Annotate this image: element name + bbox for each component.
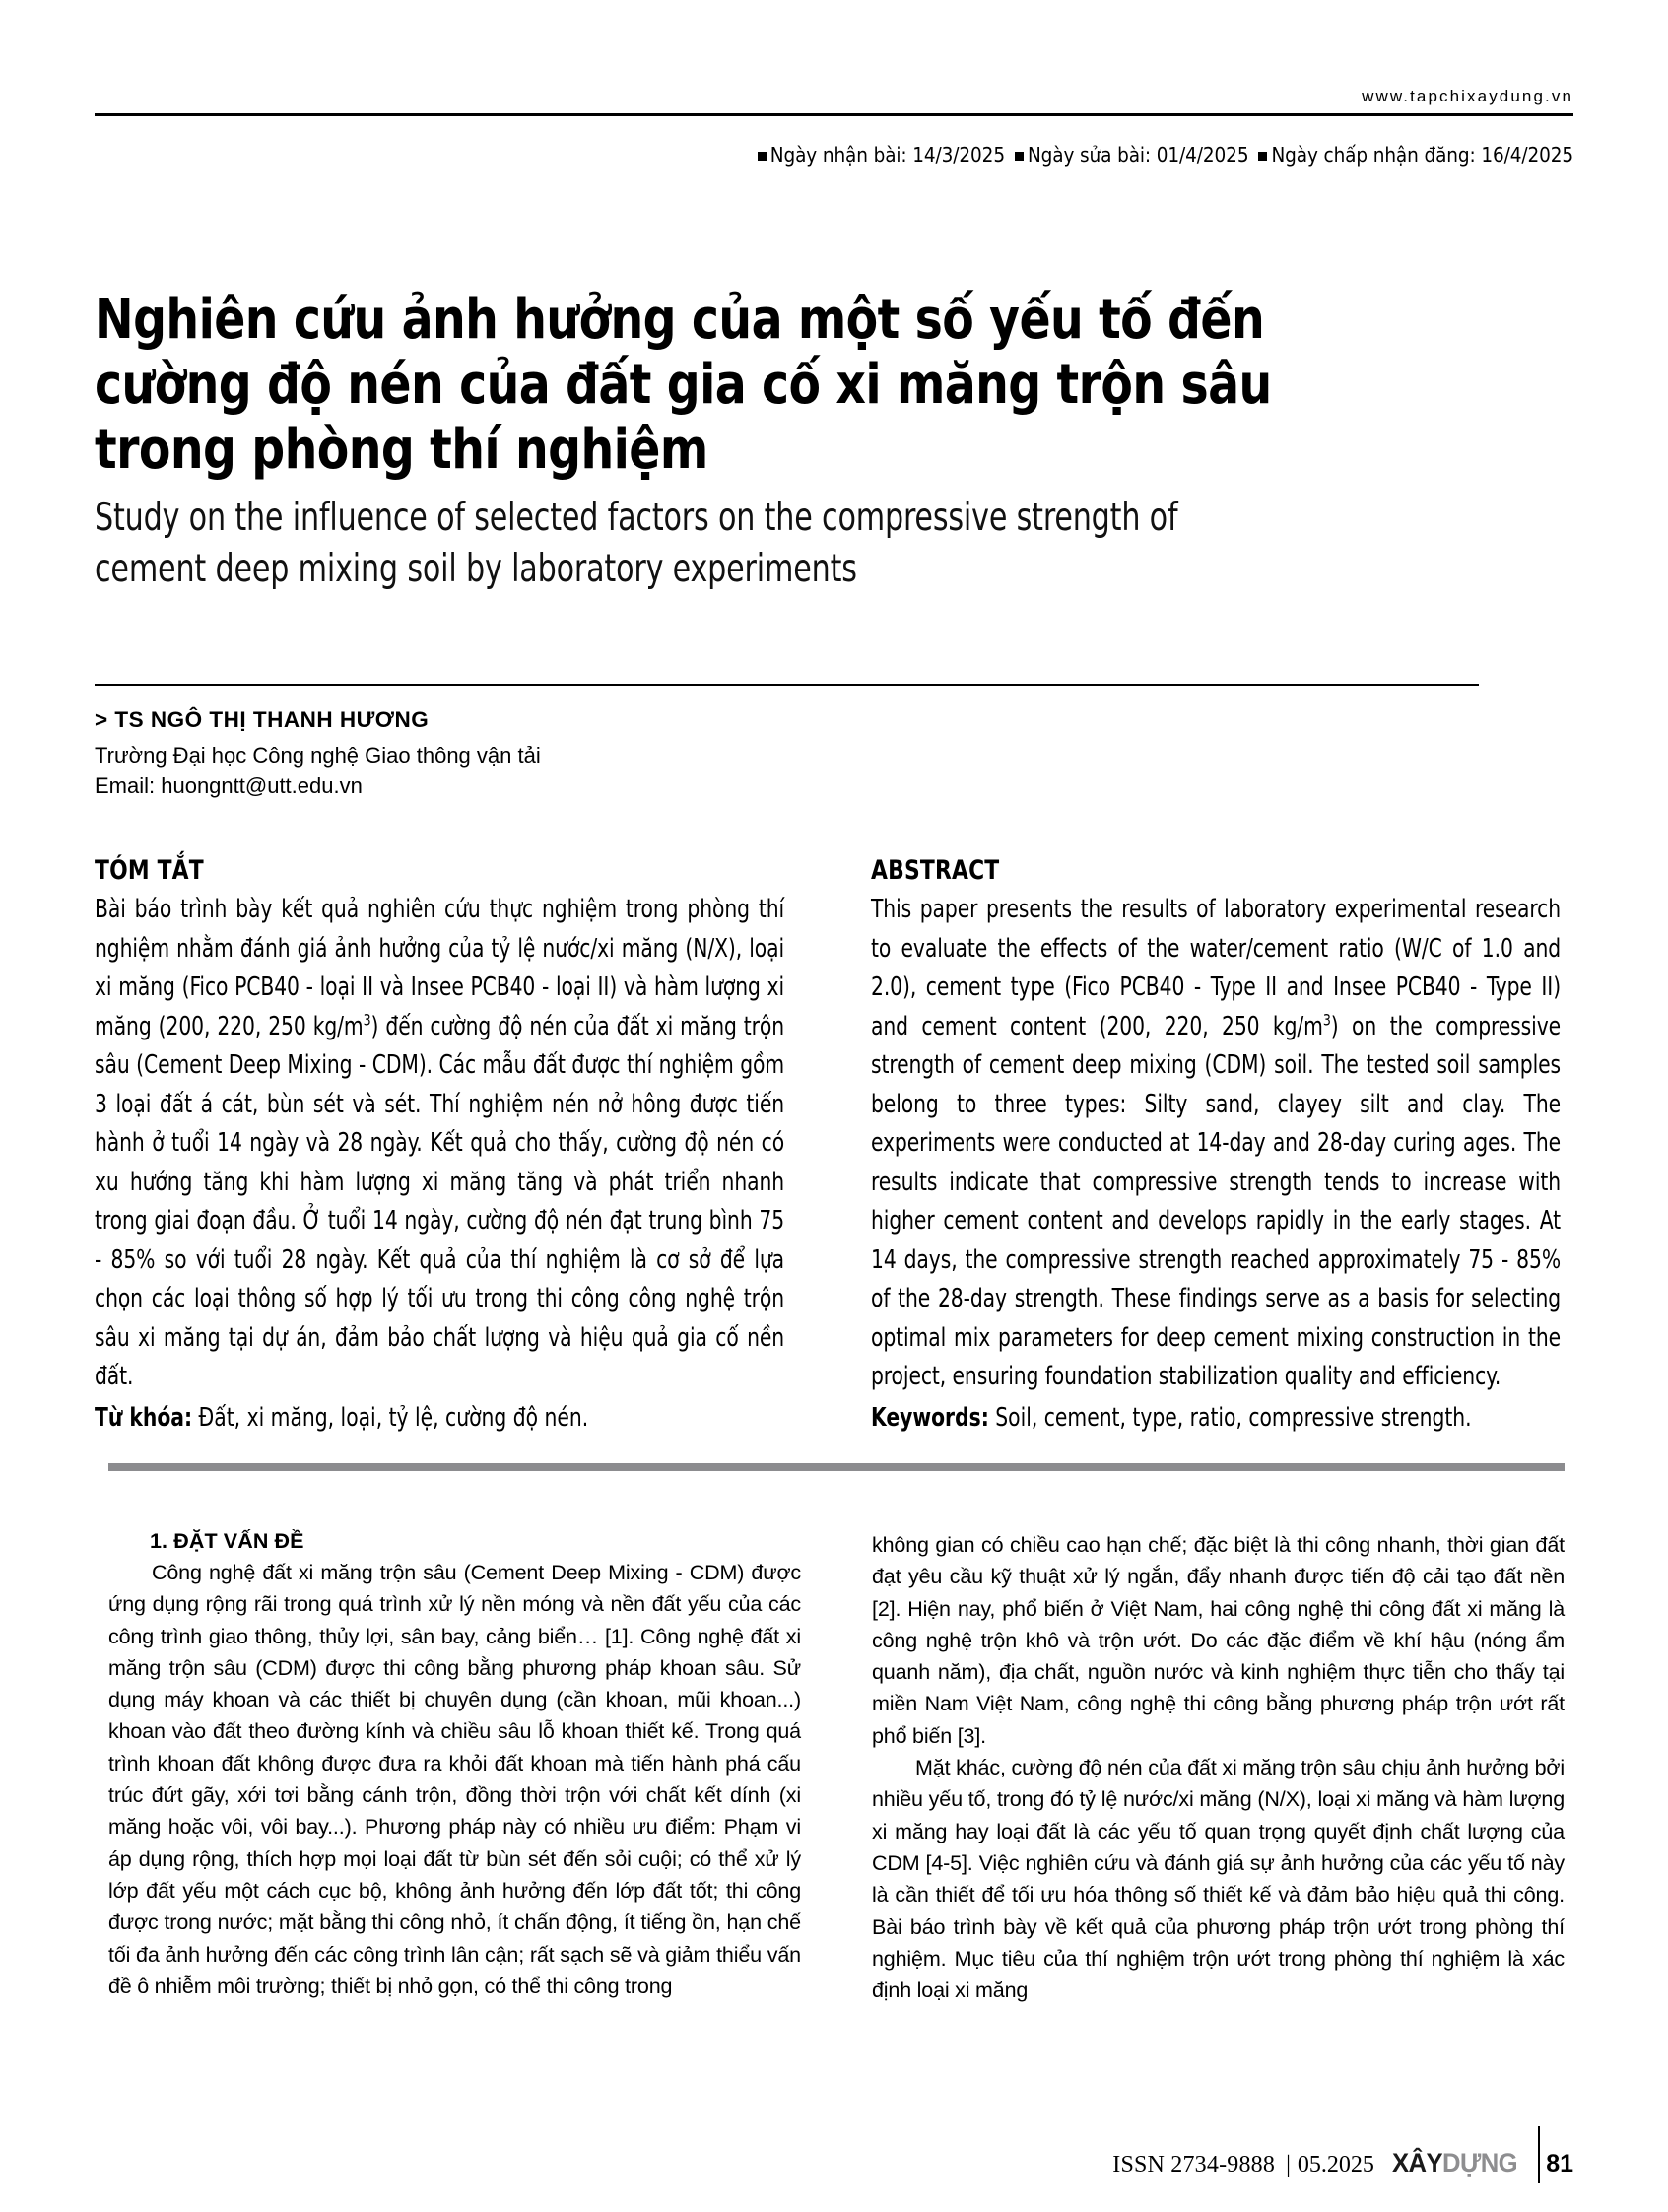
footer-separator: | bbox=[1286, 2152, 1291, 2178]
abstract-vi-text-2: ) đến cường độ nén của đất xi măng trộn sâu (Cement Deep Mixing - CDM). Các mẫu đất được thí nghiệm gồm 3 loại đất á cát, bùn sét và sét. Thí nghiệm nén nở hông được tiến hành ở tuổi 14 ngày và 28 ngày. Kết quả cho thấy, cường độ nén có xu hướng tăng khi hàm lượng xi măng tăng và phát triển nhanh trong giai đoạn đầu. Ở tuổi 14 ngày, cường độ nén đạt trung bình 75 - 85% so với tuổi 28 ngày. Kết quả của thí nghiệm là cơ sở để lựa chọn các loại thông số hợp lý tối ưu trong thi công công nghệ trộn sâu xi măng tại dự án, đảm bảo chất lượng và hiệu quả gia cố nền đất. bbox=[95, 1011, 785, 1391]
page-number: 81 bbox=[1546, 2150, 1573, 2178]
date-accepted-label: Ngày chấp nhận đăng: 16/4/2025 bbox=[1271, 143, 1573, 167]
abstract-vietnamese-body bbox=[95, 891, 784, 1397]
header-divider-rule bbox=[95, 113, 1573, 116]
journal-logo-part-2: DỰNG bbox=[1441, 2148, 1517, 2178]
body-left-column bbox=[108, 1529, 801, 2006]
square-bullet-icon bbox=[1015, 152, 1024, 161]
title-block bbox=[95, 288, 1494, 595]
journal-website-url: www.tapchixaydung.vn bbox=[1362, 87, 1573, 105]
abstract-english-keywords bbox=[871, 1399, 1561, 1439]
section-divider-bar bbox=[108, 1463, 1565, 1471]
abstract-en-superscript: 3 bbox=[1322, 1010, 1331, 1029]
article-title-english: Study on the influence of selected factors on the compressive strength of cement deep mixing soil by laboratory experiments bbox=[95, 496, 1178, 591]
page-number-rule bbox=[1538, 2126, 1541, 2183]
date-received bbox=[758, 143, 1005, 167]
footer-issn: ISSN 2734-9888 bbox=[1112, 2152, 1276, 2178]
date-revised-label: Ngày sửa bài: 01/4/2025 bbox=[1027, 143, 1249, 167]
abstract-vi-text-1: Bài báo trình bày kết quả nghiên cứu thực nghiệm trong phòng thí nghiệm nhằm đánh giá ảnh hưởng của tỷ lệ nước/xi măng (N/X), loại xi măng (Fico PCB40 - loại II và Insee PCB40 - loại II) và hàm lượng xi măng (200, 220, 250 kg/m bbox=[95, 895, 785, 1041]
author-block bbox=[95, 707, 981, 801]
date-accepted bbox=[1248, 143, 1573, 167]
body-right-column bbox=[872, 1529, 1565, 2006]
journal-logo-part-1: XÂY bbox=[1391, 2148, 1442, 2178]
abstract-vietnamese-column bbox=[95, 855, 784, 1438]
keywords-label-vi: Từ khóa: bbox=[95, 1402, 193, 1433]
abstract-en-text-2: ) on the compressive strength of cement deep mixing (CDM) soil. The tested soil samples belong to three types: Silty sand, clayey silt and clay. The experiments were conducted at 14-day and 28-day curing ages. The results indicate that compressive strength tends to increase with higher cement content and develops rapidly in the early stages. At 14 days, the compressive strength reached approximately 75 - 85% of the 28-day strength. These findings serve as a basis for selecting optimal mix parameters for deep cement mixing construction in the project, ensuring foundation stabilization quality and efficiency. bbox=[871, 1011, 1562, 1391]
page-footer bbox=[0, 2114, 1668, 2178]
body-paragraph: không gian có chiều cao hạn chế; đặc biệt là thi công nhanh, thời gian đất đạt yêu cầu kỹ thuật xử lý ngắn, đẩy nhanh được tiến độ cải tạo đất nền [2]. Hiện nay, phổ biến ở Việt Nam, hai công nghệ thi công đất xi măng là công nghệ trộn khô và trộn ướt. Do các đặc điểm về khí hậu (nóng ẩm quanh năm), địa chất, nguồn nước và kinh nghiệm thực tiễn cho thấy tại miền Nam Việt Nam, công nghệ thi công bằng phương pháp trộn ướt rất phổ biến [3]. bbox=[872, 1533, 1565, 1748]
keywords-value-vi: Đất, xi măng, loại, tỷ lệ, cường độ nén. bbox=[192, 1402, 589, 1433]
square-bullet-icon bbox=[1258, 152, 1267, 161]
article-title-vietnamese: Nghiên cứu ảnh hưởng của một số yếu tố đến cường độ nén của đất gia cố xi măng trộn sâu trong phòng thí nghiệm bbox=[95, 288, 1272, 482]
journal-logo bbox=[1392, 2148, 1517, 2178]
page-header bbox=[95, 87, 1573, 167]
abstract-english-body bbox=[871, 891, 1561, 1397]
date-revised bbox=[1005, 143, 1249, 167]
main-body bbox=[108, 1529, 1565, 2006]
abstract-vi-superscript: 3 bbox=[363, 1010, 371, 1029]
submission-dates bbox=[95, 143, 1573, 167]
abstract-block bbox=[95, 855, 1577, 1438]
abstract-en-text-1: This paper presents the results of laboratory experimental research to evaluate the effects of the water/cement ratio (W/C of 1.0 and 2.0), cement type (Fico PCB40 - Type II and Insee PCB40 - Type II) and cement content (200, 220, 250 kg/m bbox=[871, 895, 1562, 1041]
abstract-english-column bbox=[871, 855, 1561, 1438]
abstract-english-heading: ABSTRACT bbox=[871, 855, 1000, 886]
footer-issue-date: 05.2025 bbox=[1297, 2152, 1374, 2178]
section-1-heading: 1. ĐẶT VẤN ĐỀ bbox=[150, 1529, 304, 1553]
keywords-label-en: Keywords: bbox=[871, 1402, 989, 1433]
date-received-label: Ngày nhận bài: 14/3/2025 bbox=[769, 143, 1005, 167]
keywords-value-en: Soil, cement, type, ratio, compressive strength. bbox=[988, 1402, 1472, 1433]
body-paragraph: Công nghệ đất xi măng trộn sâu (Cement Deep Mixing - CDM) được ứng dụng rộng rãi trong quá trình xử lý nền móng và nền đất yếu của các công trình giao thông, thủy lợi, sân bay, cảng biển… [1]. Công nghệ đất xi măng trộn sâu (CDM) được thi công bằng phương pháp khoan sâu. Sử dụng máy khoan và các thiết bị chuyên dụng (cần khoan, mũi khoan...) khoan vào đất theo đường kính và chiều sâu lỗ khoan thiết kế. Trong quá trình khoan đất không được đưa ra khỏi đất khoan mà tiến hành phá cấu trúc đứt gãy, xới tơi bằng cánh trộn, đồng thời trộn với chất kết dính (xi măng hoặc vôi, vôi bay...). Phương pháp này có nhiều ưu điểm: Phạm vi áp dụng rộng, thích hợp mọi loại đất từ bùn sét đến sỏi cuội; có thể xử lý lớp đất yếu một cách cục bộ, không ảnh hưởng đến lớp đất tốt; thi công được trong nước; mặt bằng thi công nhỏ, ít chấn động, ít tiếng ồn, hạn chế tối đa ảnh hưởng đến các công trình lân cận; rất sạch sẽ và giảm thiểu vấn đề ô nhiễm môi trường; thiết bị nhỏ gọn, có thể thi công trong bbox=[108, 1561, 801, 1998]
square-bullet-icon bbox=[758, 152, 767, 161]
author-affiliation: Trường Đại học Công nghệ Giao thông vận tải bbox=[95, 743, 541, 768]
author-name: > TS NGÔ THỊ THANH HƯƠNG bbox=[95, 707, 430, 732]
author-email[interactable]: Email: huongntt@utt.edu.vn bbox=[95, 773, 363, 798]
abstract-vietnamese-heading: TÓM TẮT bbox=[95, 855, 204, 886]
body-paragraph: Mặt khác, cường độ nén của đất xi măng trộn sâu chịu ảnh hưởng bởi nhiều yếu tố, trong đó tỷ lệ nước/xi măng (N/X), loại xi măng và hàm lượng xi măng hay loại đất là các yếu tố quan trọng quyết định chất lượng của CDM [4-5]. Việc nghiên cứu và đánh giá sự ảnh hưởng của các yếu tố này là cần thiết để tối ưu hóa thông số thiết kế và đảm bảo hiệu quả thi công. Bài báo trình bày về kết quả của phương pháp trộn ướt trong phòng thí nghiệm. Mục tiêu của thí nghiệm trộn ướt trong phòng thí nghiệm là xác định loại xi măng bbox=[872, 1756, 1565, 2003]
title-divider-rule bbox=[95, 684, 1479, 686]
abstract-vietnamese-keywords bbox=[95, 1399, 784, 1439]
